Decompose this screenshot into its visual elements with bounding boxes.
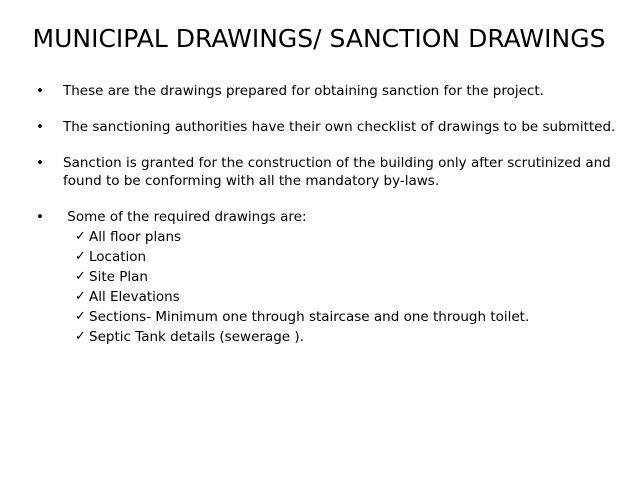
required-drawings-list [75, 227, 626, 347]
checklist-item-text: Location [89, 249, 147, 265]
checkmark-icon: ✓ [75, 289, 86, 304]
checklist-item [75, 227, 626, 247]
bullet-text: Some of the required drawings are: [63, 209, 307, 225]
bullet-item [36, 154, 626, 190]
checkmark-icon: ✓ [75, 229, 86, 244]
checklist-item-text: Sections- Minimum one through staircase and one through toilet. [89, 309, 530, 325]
checkmark-icon: ✓ [75, 329, 86, 344]
checklist-item-text: Septic Tank details (sewerage ). [89, 329, 304, 345]
checklist-item-text: Site Plan [89, 269, 148, 285]
bullet-text: These are the drawings prepared for obtaining sanction for the project. [63, 83, 544, 99]
bullet-text: Sanction is granted for the construction of the building only after scrutinized and found to be conforming with all the mandatory by-laws. [63, 155, 611, 189]
checkmark-icon: ✓ [75, 249, 86, 264]
bullet-icon: • [36, 83, 44, 99]
checklist-item [75, 247, 626, 267]
bullet-list [36, 82, 626, 365]
slide-title: MUNICIPAL DRAWINGS/ SANCTION DRAWINGS [32, 24, 606, 53]
checkmark-icon: ✓ [75, 309, 86, 324]
bullet-text: The sanctioning authorities have their own checklist of drawings to be submitted. [63, 119, 616, 135]
checklist-item-text: All Elevations [89, 289, 180, 305]
bullet-item [36, 118, 626, 136]
checklist-item [75, 287, 626, 307]
checklist-item [75, 307, 626, 327]
checkmark-icon: ✓ [75, 269, 86, 284]
checklist-item-text: All floor plans [89, 229, 182, 245]
checklist-item [75, 267, 626, 287]
bullet-icon: • [36, 119, 44, 135]
checklist-item [75, 327, 626, 347]
bullet-icon: • [36, 209, 44, 225]
bullet-item [36, 208, 626, 347]
bullet-item [36, 82, 626, 100]
bullet-icon: • [36, 155, 44, 171]
